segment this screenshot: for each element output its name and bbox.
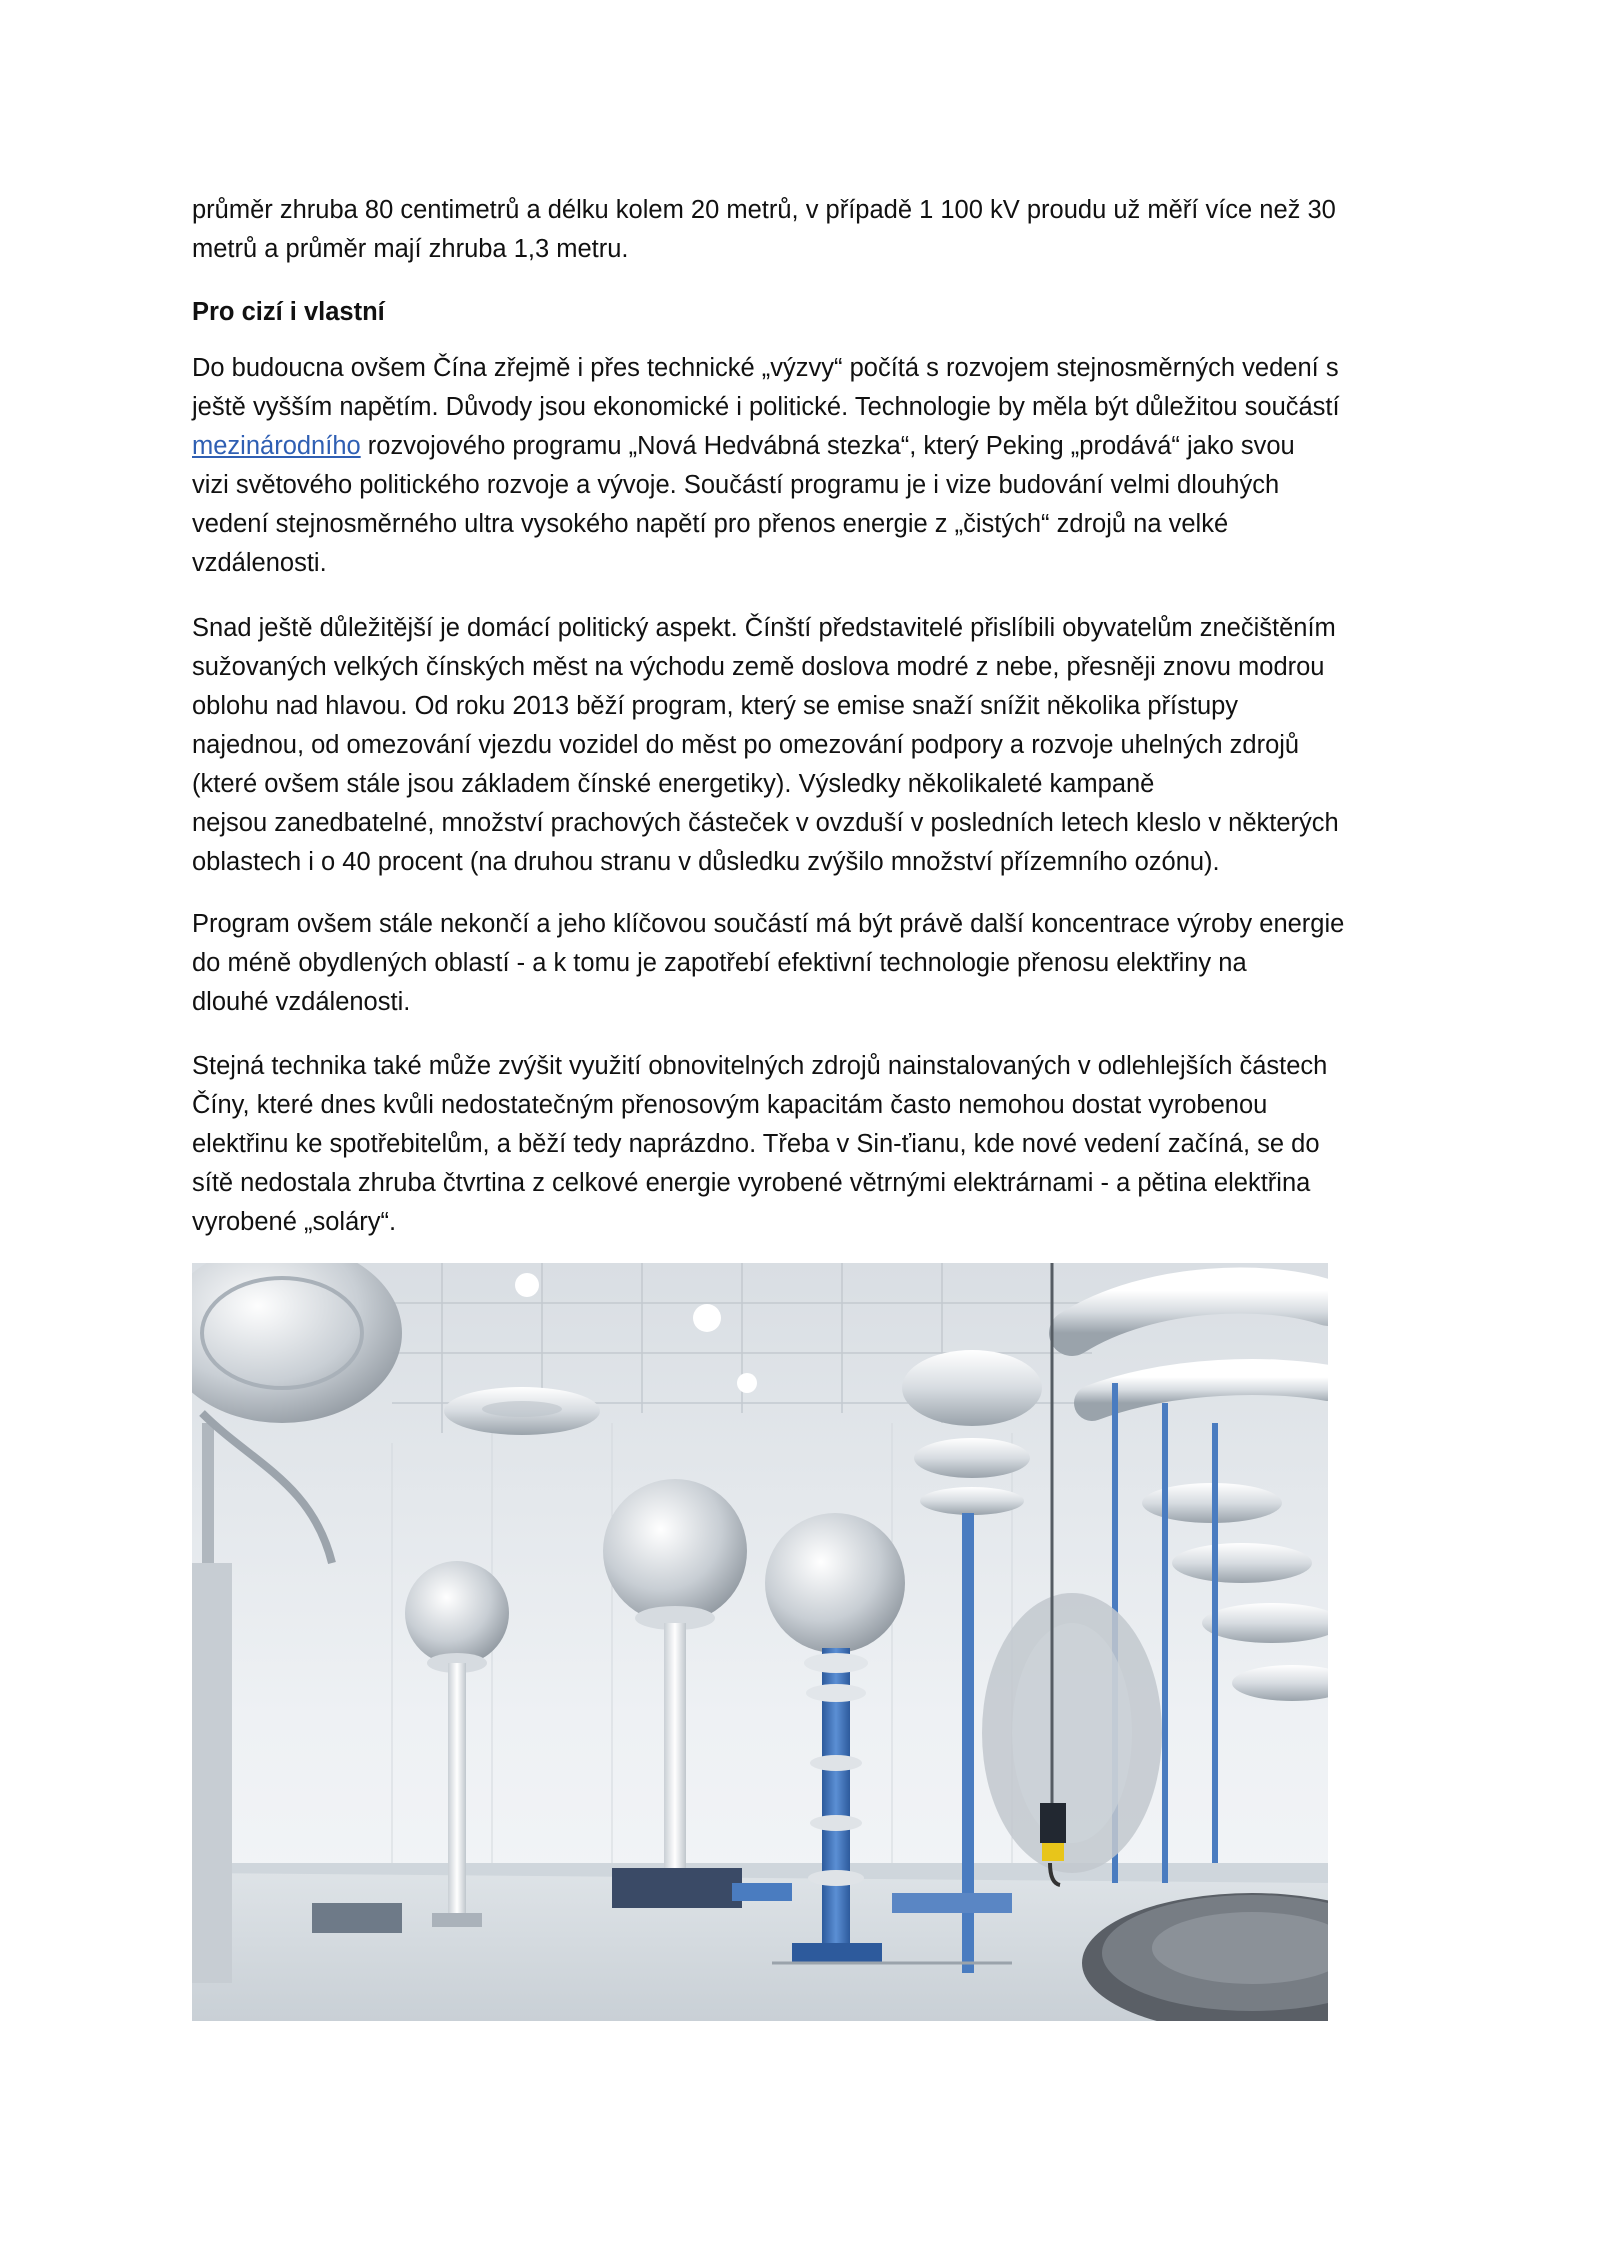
text-line: oblastech i o 40 procent (na druhou stranu v důsledku zvýšilo množství přízemního ozónu). [192, 848, 1220, 876]
text-line: elektřinu ke spotřebitelům, a běží tedy naprázdno. Třeba v Sin-ťianu, kde nové vedení začíná, se do [192, 1130, 1320, 1158]
text-line: najednou, od omezování vjezdu vozidel do měst po omezování podpory a rozvoje uhelných zdrojů [192, 731, 1300, 759]
text-line: ještě vyšším napětím. Důvody jsou ekonomické i politické. Technologie by měla být důležitou součástí [192, 393, 1340, 421]
text-line-with-link [192, 427, 1422, 466]
text-fragment: rozvojového programu „Nová Hedvábná stezka“, který Peking „prodává“ jako svou [360, 432, 1295, 460]
text-line: metrů a průměr mají zhruba 1,3 metru. [192, 235, 629, 263]
text-line: vyrobené „soláry“. [192, 1208, 397, 1236]
text-line: Program ovšem stále nekončí a jeho klíčovou součástí má být právě další koncentrace výroby energie [192, 910, 1345, 938]
text-line: oblohu nad hlavou. Od roku 2013 běží program, který se emise snaží snížit několika přístupy [192, 692, 1239, 720]
mezinarodniho-link[interactable]: mezinárodního [192, 432, 361, 460]
text-line: (které ovšem stále jsou základem čínské energetiky). Výsledky několikaleté kampaně [192, 770, 1155, 798]
high-voltage-test-hall-photo [192, 1263, 1328, 2021]
text-line: Do budoucna ovšem Čína zřejmě i přes technické „výzvy“ počítá s rozvojem stejnosměrných vedení s [192, 354, 1339, 382]
text-line: vzdálenosti. [192, 549, 327, 577]
text-line: dlouhé vzdálenosti. [192, 988, 411, 1016]
text-line: Snad ještě důležitější je domácí politický aspekt. Čínští představitelé přislíbili obyvatelům znečištěním [192, 614, 1336, 642]
text-line: průměr zhruba 80 centimetrů a délku kolem 20 metrů, v případě 1 100 kV proudu už měří více než 30 [192, 196, 1336, 224]
text-line: vizi světového politického rozvoje a vývoje. Součástí programu je i vize budování velmi dlouhých [192, 471, 1280, 499]
text-line: vedení stejnosměrného ultra vysokého napětí pro přenos energie z „čistých“ zdrojů na velké [192, 510, 1229, 538]
text-line: Číny, které dnes kvůli nedostatečným přenosovým kapacitám často nemohou dostat vyrobenou [192, 1091, 1268, 1119]
paragraph-4 [192, 905, 1422, 1022]
paragraph-2 [192, 349, 1422, 583]
paragraph-3 [192, 609, 1422, 882]
text-line: sítě nedostala zhruba čtvrtina z celkové energie vyrobené větrnými elektrárnami - a pětina elektřina [192, 1169, 1311, 1197]
hanging-disk [982, 1593, 1162, 1873]
section-heading: Pro cizí i vlastní [192, 298, 385, 326]
test-hall-illustration [192, 1263, 1328, 2021]
text-line: sužovaných velkých čínských měst na východu země doslova modré z nebe, přesněji znovu modrou [192, 653, 1325, 681]
text-line: Stejná technika také může zvýšit využití obnovitelných zdrojů nainstalovaných v odlehlejších částech [192, 1052, 1328, 1080]
paragraph-intro [192, 191, 1422, 269]
text-line: nejsou zanedbatelné, množství prachových částeček v ovzduší v posledních letech kleslo v některých [192, 809, 1339, 837]
paragraph-5 [192, 1047, 1422, 1242]
text-line: do méně obydlených oblastí - a k tomu je zapotřebí efektivní technologie přenosu elektřiny na [192, 949, 1247, 977]
